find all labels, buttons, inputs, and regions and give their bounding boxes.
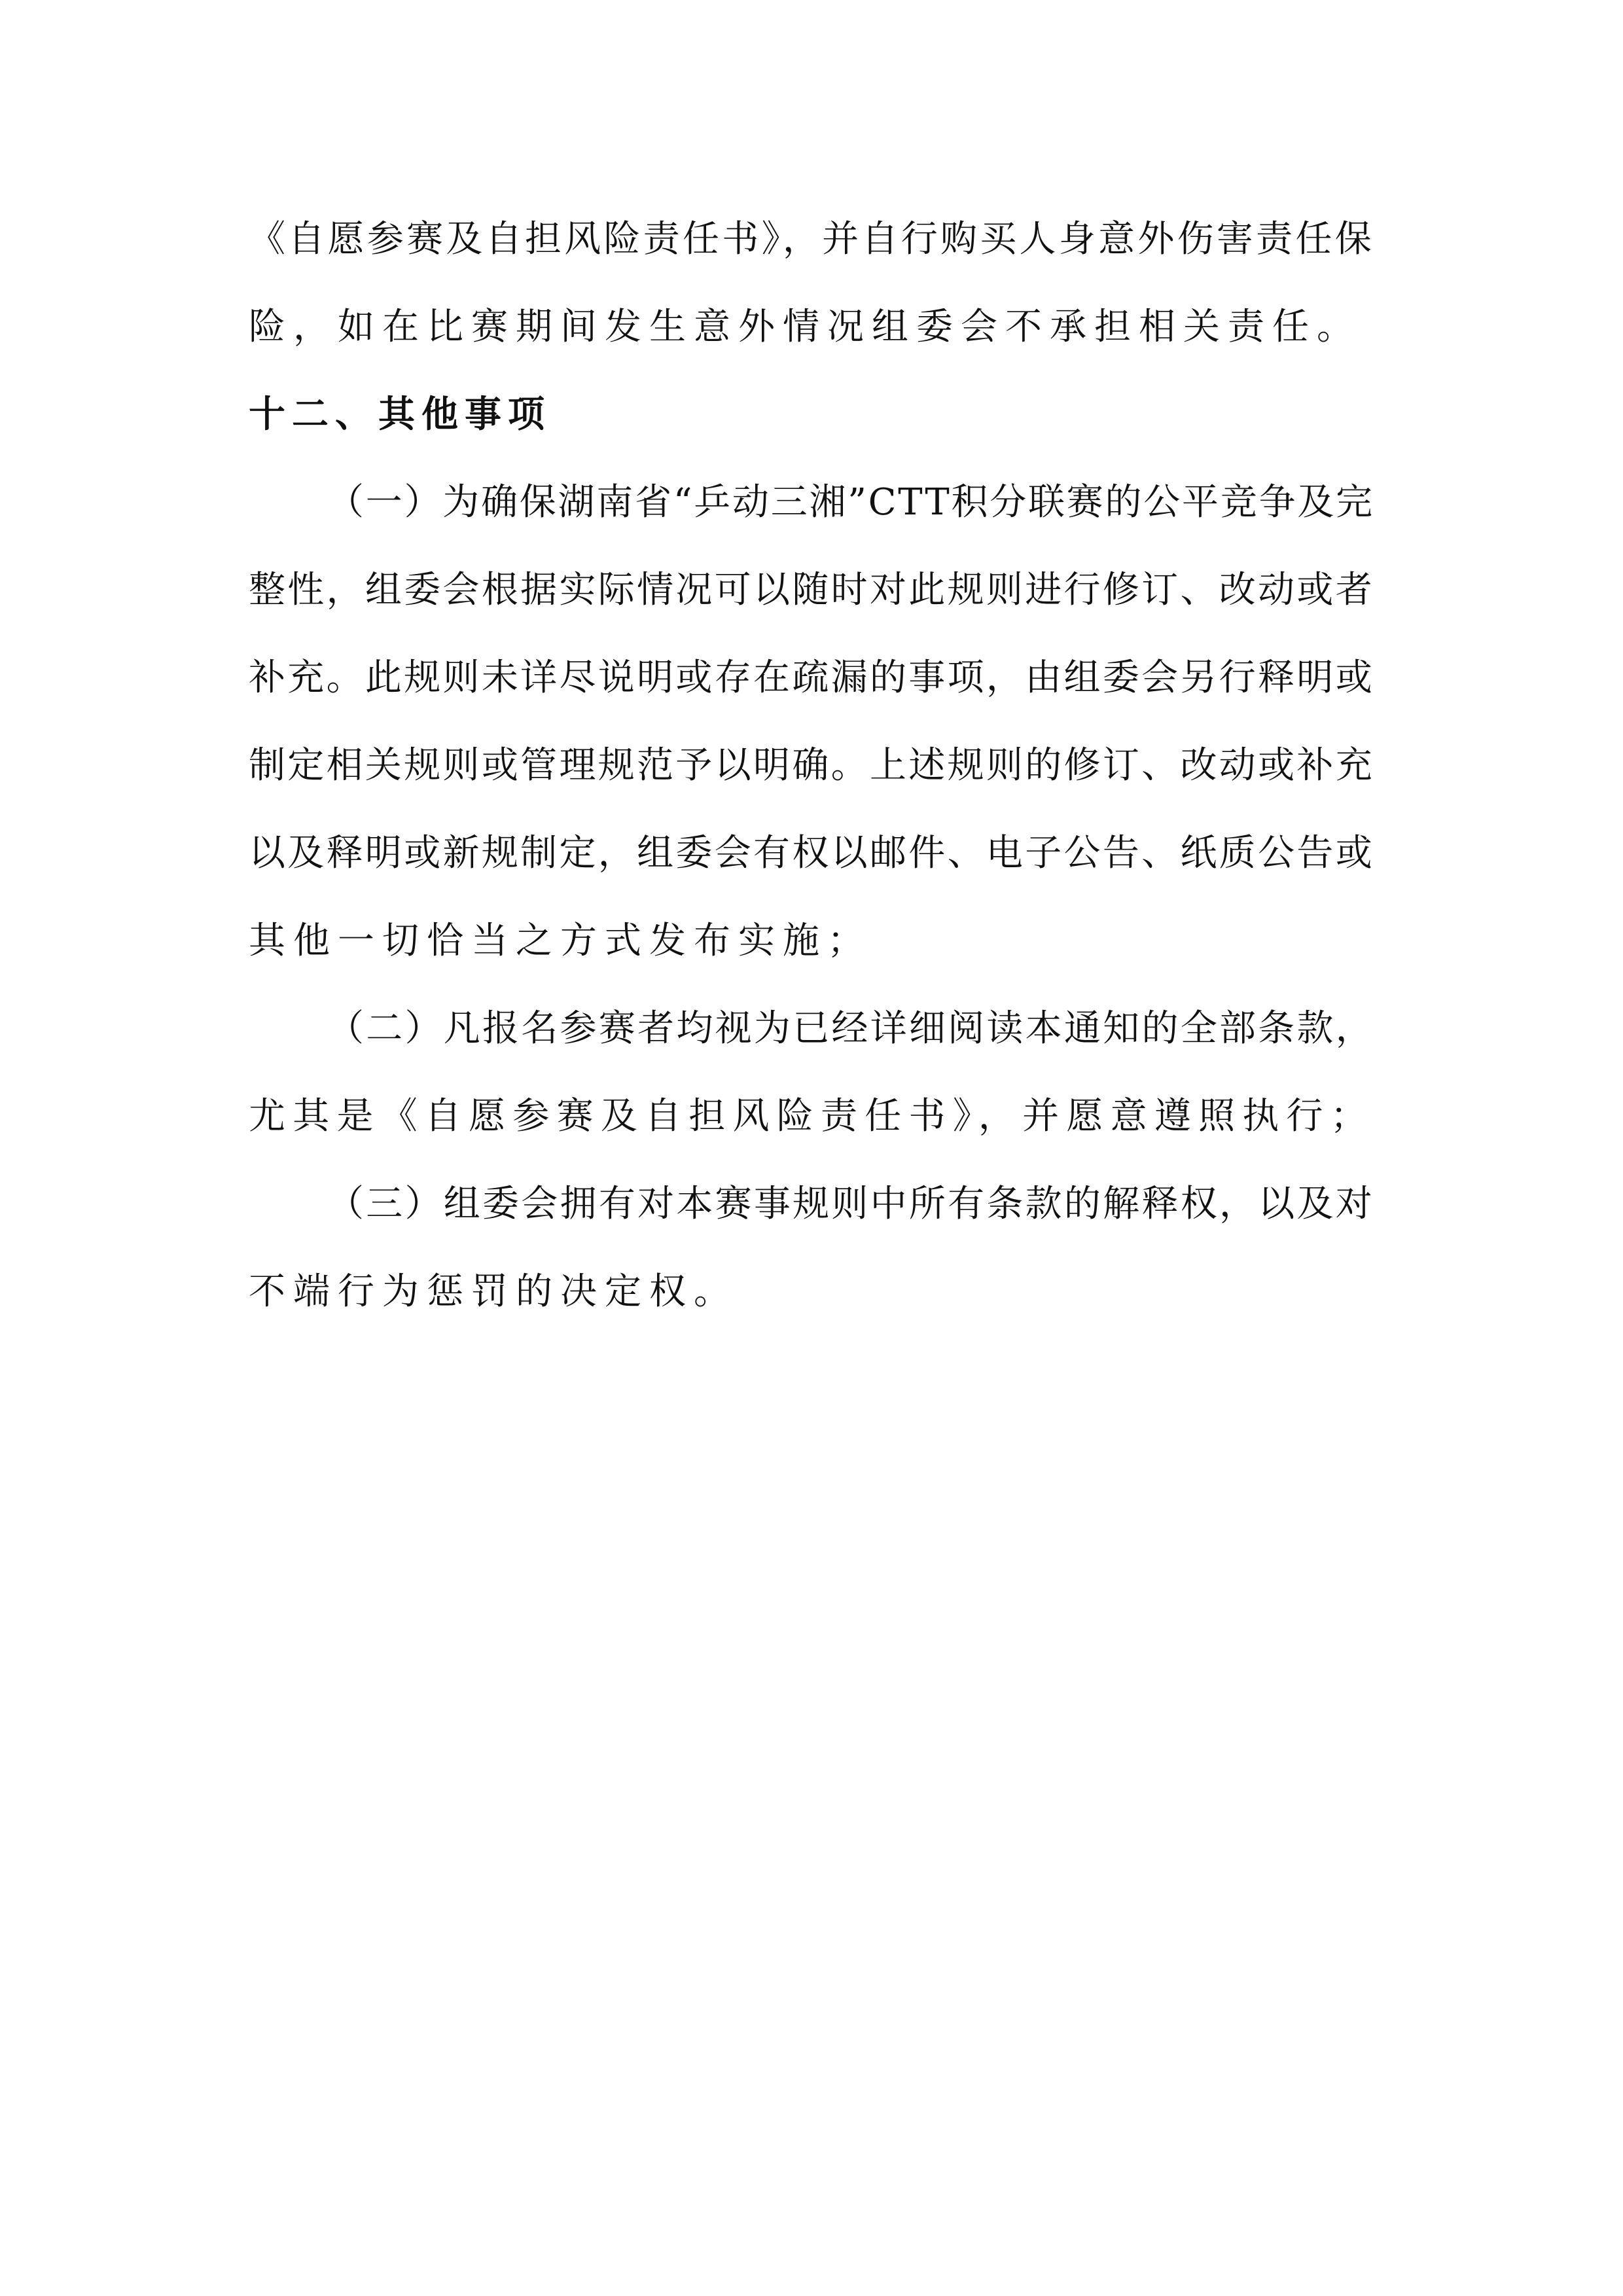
paragraph-line: （一）为确保湖南省“乒动三湘”CTT积分联赛的公平竞争及完 — [327, 481, 1374, 524]
paragraph-line: （三）组委会拥有对本赛事规则中所有条款的解释权，以及对 — [327, 1183, 1374, 1225]
paragraph-line: 其他一切恰当之方式发布实施； — [249, 920, 872, 962]
paragraph-line: 以及释明或新规制定，组委会有权以邮件、电子公告、纸质公告或 — [249, 832, 1374, 874]
paragraph-line: （二）凡报名参赛者均视为已经详细阅读本通知的全部条款， — [327, 1007, 1374, 1050]
paragraph-line: 补充。此规则未详尽说明或存在疏漏的事项，由组委会另行释明或 — [249, 656, 1374, 699]
paragraph-line: 险，如在比赛期间发生意外情况组委会不承担相关责任。 — [249, 306, 1361, 348]
paragraph-line: 《自愿参赛及自担风险责任书》，并自行购买人身意外伤害责任保 — [249, 218, 1374, 260]
paragraph-line: 尤其是《自愿参赛及自担风险责任书》，并愿意遵照执行； — [249, 1095, 1374, 1138]
paragraph-line: 不端行为惩罚的决定权。 — [249, 1270, 738, 1313]
paragraph-line: 制定相关规则或管理规范予以明确。上述规则的修订、改动或补充 — [249, 744, 1374, 787]
section-heading: 十二、其他事项 — [249, 393, 551, 436]
paragraph-line: 整性，组委会根据实际情况可以随时对此规则进行修订、改动或者 — [249, 569, 1374, 611]
